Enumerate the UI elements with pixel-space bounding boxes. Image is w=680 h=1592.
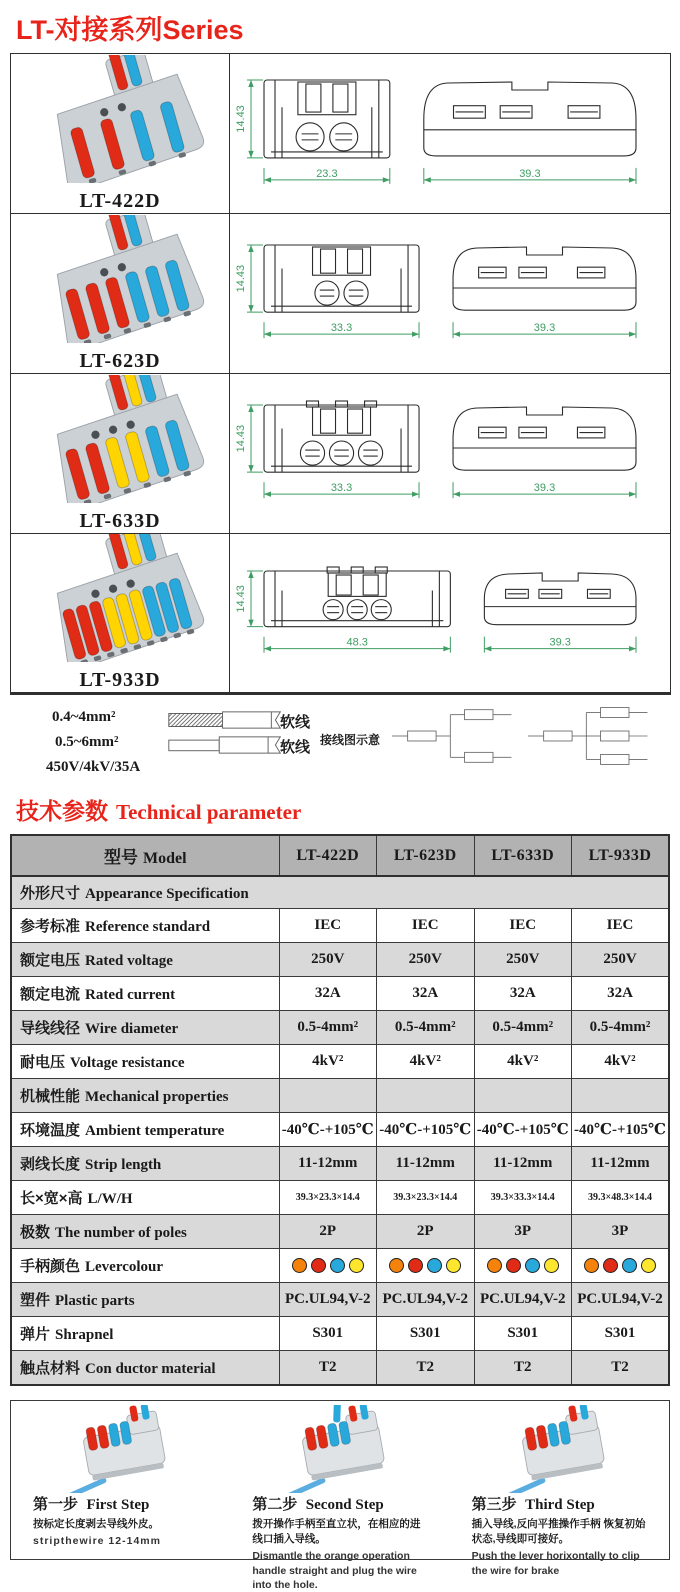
row-label-en: Voltage resistance — [70, 1055, 185, 1071]
row-label-zh: 剥线长度 — [20, 1156, 81, 1173]
tech-drawing — [230, 395, 670, 511]
page-title: LT-对接系列Series — [16, 15, 244, 45]
spec-value-cell: 39.3×23.3×14.4 — [279, 1181, 377, 1215]
step-title-zh: 第三步 — [471, 1496, 517, 1513]
spec-value-cell: PC.UL94,V-2 — [377, 1283, 475, 1317]
row-label-zh: 长×宽×高 — [20, 1190, 83, 1207]
row-label-en: Shrapnel — [55, 1327, 114, 1343]
series-row — [11, 374, 671, 534]
drawing-cell — [230, 214, 671, 374]
spec-value-cell: 250V — [572, 943, 670, 977]
spec-value-cell — [474, 1249, 572, 1283]
lever-color-dot — [349, 1258, 364, 1273]
lever-color-dot — [408, 1258, 423, 1273]
spec-value-cell — [279, 1249, 377, 1283]
spec-value-cell: 4kV² — [474, 1045, 572, 1079]
row-label-en: L/W/H — [87, 1191, 133, 1207]
step-title-en: Second Step — [305, 1497, 384, 1513]
spec-value-cell: 250V — [474, 943, 572, 977]
spec-value-cell — [279, 1079, 377, 1113]
spec-row — [11, 1249, 669, 1283]
lever-color-dot — [544, 1258, 559, 1273]
row-label-en: Levercolour — [85, 1259, 164, 1275]
spec-value-cell: 2P — [279, 1215, 377, 1249]
spec-value-cell: 250V — [377, 943, 475, 977]
spec-row — [11, 943, 669, 977]
spec-row-label — [11, 1011, 279, 1045]
tech-heading-zh: 技术参数 — [16, 798, 108, 824]
spec-row — [11, 1351, 669, 1386]
spec-value-cell: 4kV² — [377, 1045, 475, 1079]
lever-color-dot — [292, 1258, 307, 1273]
row-label-en: Con ductor material — [85, 1361, 216, 1377]
product-model-label: LT-422D — [79, 189, 161, 212]
step-title-en: Third Step — [525, 1497, 595, 1513]
spec-value-cell — [377, 1079, 475, 1113]
wiring-diagram-2way — [392, 703, 520, 774]
step-3-illustration — [472, 1405, 663, 1493]
spec-row-label — [11, 1079, 279, 1113]
spec-row-label — [11, 909, 279, 943]
spec-value-cell — [474, 1079, 572, 1113]
step-title-zh: 第一步 — [33, 1496, 79, 1513]
row-label-en: Plastic parts — [55, 1293, 135, 1309]
step-title-zh: 第二步 — [252, 1496, 298, 1513]
row-label-en: Appearance Specification — [85, 886, 249, 902]
spec-row — [11, 1317, 669, 1351]
row-label-en: Rated current — [85, 987, 176, 1003]
steps-box — [10, 1400, 670, 1591]
spec-value-cell: 2P — [377, 1215, 475, 1249]
step-1-desc-zh: 按标定长度剥去导线外皮。 — [33, 1518, 159, 1530]
step-2-desc-en: Dismantle the orange operation handle straight and plug the wire into the hole. — [252, 1550, 417, 1591]
spec-value-cell: 32A — [377, 977, 475, 1011]
lever-color-dot — [525, 1258, 540, 1273]
spec-value-cell: 11-12mm — [377, 1147, 475, 1181]
spec-value-cell: IEC — [279, 909, 377, 943]
step-2-desc-zh: 拨开操作手柄至直立状，在相应的进线口插入导线。 — [252, 1518, 421, 1546]
tech-parameter-heading — [16, 793, 680, 826]
spec-value-cell: T2 — [377, 1351, 475, 1386]
step-2 — [230, 1401, 449, 1591]
row-label-zh: 外形尺寸 — [20, 885, 81, 902]
spec-row — [11, 1045, 669, 1079]
row-label-en: Wire diameter — [85, 1021, 179, 1037]
row-label-zh: 额定电压 — [20, 952, 81, 969]
spec-value-cell: T2 — [572, 1351, 670, 1386]
connector-photo — [11, 215, 229, 348]
row-label-en: Rated voltage — [85, 953, 173, 969]
spec-row — [11, 1283, 669, 1317]
step-2-illustration — [252, 1405, 443, 1493]
spec-value-cell: 11-12mm — [474, 1147, 572, 1181]
spec-row-label — [11, 943, 279, 977]
product-model-label: LT-623D — [79, 349, 161, 372]
lever-color-dot — [506, 1258, 521, 1273]
row-label-en: Ambient temperature — [85, 1123, 225, 1139]
spec-value-cell: 3P — [572, 1215, 670, 1249]
product-cell — [11, 534, 230, 694]
row-label-zh: 极数 — [20, 1224, 51, 1241]
header-label-zh: 型号 — [103, 848, 138, 867]
row-label-zh: 触点材料 — [20, 1360, 81, 1377]
spec-row-label — [11, 1249, 279, 1283]
spec-value-cell: T2 — [279, 1351, 377, 1386]
spec-row-label — [11, 1351, 279, 1386]
wire-spec-block — [0, 703, 680, 783]
step-1-illustration — [33, 1405, 224, 1493]
connector-photo — [11, 534, 229, 667]
spec-section-label — [11, 876, 669, 909]
svg-text:48.3: 48.3 — [346, 636, 368, 649]
step-1-title — [33, 1493, 224, 1514]
drawing-cell — [230, 54, 671, 214]
spec-row-label — [11, 1147, 279, 1181]
wiring-diagram-label: 接线图示意 — [320, 733, 381, 747]
svg-text:14.43: 14.43 — [235, 584, 248, 613]
series-row — [11, 534, 671, 694]
lever-color-dot — [641, 1258, 656, 1273]
spec-value-cell: T2 — [474, 1351, 572, 1386]
row-label-zh: 机械性能 — [20, 1088, 81, 1105]
tech-drawing — [230, 235, 670, 351]
tech-heading-en: Technical parameter — [116, 800, 302, 824]
row-label-zh: 耐电压 — [20, 1054, 66, 1071]
step-2-title — [252, 1493, 443, 1514]
spec-value-cell: 39.3×48.3×14.4 — [572, 1181, 670, 1215]
spec-row — [11, 1079, 669, 1113]
spec-value-cell: 250V — [279, 943, 377, 977]
spec-value-cell: IEC — [377, 909, 475, 943]
spec-row — [11, 1181, 669, 1215]
svg-text:14.43: 14.43 — [235, 425, 248, 453]
spec-row-label — [11, 1045, 279, 1079]
spec-value-cell — [572, 1249, 670, 1283]
spec-value-cell: 0.5-4mm² — [279, 1011, 377, 1045]
spec-value-cell: IEC — [474, 909, 572, 943]
spec-header-model-label — [11, 835, 279, 876]
svg-text:39.3: 39.3 — [519, 167, 541, 180]
spec-header-model: LT-623D — [377, 835, 475, 876]
spec-value-cell: 0.5-4mm² — [377, 1011, 475, 1045]
step-3 — [450, 1401, 669, 1577]
lever-color-dot — [389, 1258, 404, 1273]
spec-row — [11, 909, 669, 943]
drawing-cell — [230, 374, 671, 534]
product-cell — [11, 54, 230, 214]
spec-row — [11, 1147, 669, 1181]
rating-label: 450V/4kV/35A — [46, 759, 141, 775]
lever-color-dot — [622, 1258, 637, 1273]
series-row — [11, 54, 671, 214]
spec-value-cell: -40℃-+105℃ — [572, 1113, 670, 1147]
svg-text:39.3: 39.3 — [533, 322, 556, 335]
drawing-cell — [230, 534, 671, 694]
spec-row-label — [11, 1113, 279, 1147]
spec-value-cell — [377, 1249, 475, 1283]
wire-type-label: 软线 — [280, 739, 311, 756]
series-table — [10, 53, 671, 695]
lever-color-dot — [330, 1258, 345, 1273]
spec-row-label — [11, 1317, 279, 1351]
spec-value-cell: 32A — [572, 977, 670, 1011]
spec-value-cell: -40℃-+105℃ — [474, 1113, 572, 1147]
row-label-en: Mechanical properties — [85, 1089, 229, 1105]
lever-color-dot — [427, 1258, 442, 1273]
product-model-label: LT-933D — [79, 669, 161, 691]
wire-size-label: 0.5~6mm² — [55, 734, 119, 750]
series-row — [11, 214, 671, 374]
row-label-zh: 手柄颜色 — [20, 1258, 81, 1275]
spec-value-cell: 39.3×33.3×14.4 — [474, 1181, 572, 1215]
spec-value-cell: -40℃-+105℃ — [279, 1113, 377, 1147]
step-title-en: First Step — [86, 1497, 150, 1513]
lever-color-dot — [603, 1258, 618, 1273]
spec-value-cell: PC.UL94,V-2 — [572, 1283, 670, 1317]
spec-table — [10, 834, 670, 1386]
lever-color-dot — [584, 1258, 599, 1273]
spec-header-model: LT-933D — [572, 835, 670, 876]
wire-type-label: 软线 — [280, 714, 311, 731]
row-label-en: Reference standard — [85, 919, 211, 935]
step-1-desc-en: stripthewire 12-14mm — [33, 1535, 161, 1548]
svg-text:39.3: 39.3 — [549, 636, 571, 649]
spec-row-label — [11, 1215, 279, 1249]
spec-value-cell: 0.5-4mm² — [572, 1011, 670, 1045]
spec-row-label — [11, 1283, 279, 1317]
svg-text:14.43: 14.43 — [235, 105, 248, 133]
svg-text:23.3: 23.3 — [316, 167, 338, 180]
row-label-zh: 额定电流 — [20, 986, 81, 1003]
product-cell — [11, 214, 230, 374]
spec-value-cell: -40℃-+105℃ — [377, 1113, 475, 1147]
spec-value-cell: 32A — [279, 977, 377, 1011]
spec-row — [11, 1113, 669, 1147]
spec-row-label — [11, 977, 279, 1011]
header-label-en: Model — [142, 850, 187, 867]
step-3-title — [472, 1493, 663, 1514]
wire-size-label: 0.4~4mm² — [52, 709, 116, 725]
spec-value-cell: IEC — [572, 909, 670, 943]
spec-row-label — [11, 1181, 279, 1215]
spec-value-cell: 11-12mm — [279, 1147, 377, 1181]
spec-value-cell: 0.5-4mm² — [474, 1011, 572, 1045]
row-label-zh: 环境温度 — [20, 1122, 81, 1139]
spec-header-model: LT-422D — [279, 835, 377, 876]
row-label-zh: 参考标准 — [20, 918, 81, 935]
svg-text:39.3: 39.3 — [533, 482, 556, 495]
lever-color-dot — [446, 1258, 461, 1273]
spec-value-cell: 32A — [474, 977, 572, 1011]
step-1 — [11, 1401, 230, 1559]
connector-photo — [11, 375, 229, 508]
row-label-zh: 导线线径 — [20, 1020, 81, 1037]
spec-value-cell: 4kV² — [279, 1045, 377, 1079]
row-label-en: Strip length — [85, 1157, 162, 1173]
spec-value-cell: PC.UL94,V-2 — [279, 1283, 377, 1317]
lever-color-dot — [311, 1258, 326, 1273]
product-model-label: LT-633D — [79, 509, 161, 532]
svg-text:33.3: 33.3 — [330, 482, 353, 495]
spec-header-row — [11, 835, 669, 876]
svg-text:14.43: 14.43 — [235, 265, 248, 293]
spec-value-cell: S301 — [572, 1317, 670, 1351]
spec-value-cell: S301 — [474, 1317, 572, 1351]
spec-value-cell: 39.3×23.3×14.4 — [377, 1181, 475, 1215]
spec-header-model: LT-633D — [474, 835, 572, 876]
spec-row — [11, 977, 669, 1011]
row-label-en: The number of poles — [55, 1225, 187, 1241]
spec-value-cell: 3P — [474, 1215, 572, 1249]
plain-wire-icon — [168, 734, 286, 761]
lever-color-dot — [487, 1258, 502, 1273]
wiring-diagram-3way — [528, 703, 656, 774]
svg-text:33.3: 33.3 — [330, 322, 353, 335]
tech-drawing — [230, 561, 670, 666]
row-label-zh: 塑件 — [20, 1292, 51, 1309]
spec-value-cell: 11-12mm — [572, 1147, 670, 1181]
spec-value-cell: S301 — [377, 1317, 475, 1351]
braided-wire-icon — [168, 709, 286, 736]
spec-value-cell — [572, 1079, 670, 1113]
row-label-zh: 弹片 — [20, 1326, 51, 1343]
spec-value-cell: S301 — [279, 1317, 377, 1351]
spec-row — [11, 1215, 669, 1249]
step-3-desc-zh: 插入导线,反向平推操作手柄 恢复初始状态,导线即可接好。 — [471, 1518, 646, 1546]
spec-value-cell: PC.UL94,V-2 — [474, 1283, 572, 1317]
product-cell — [11, 374, 230, 534]
step-3-desc-en: Push the lever horixontally to clip the wire for brake — [471, 1550, 640, 1577]
spec-row — [11, 876, 669, 909]
tech-drawing — [230, 70, 670, 197]
spec-value-cell: 4kV² — [572, 1045, 670, 1079]
spec-row — [11, 1011, 669, 1045]
connector-photo — [11, 55, 229, 188]
